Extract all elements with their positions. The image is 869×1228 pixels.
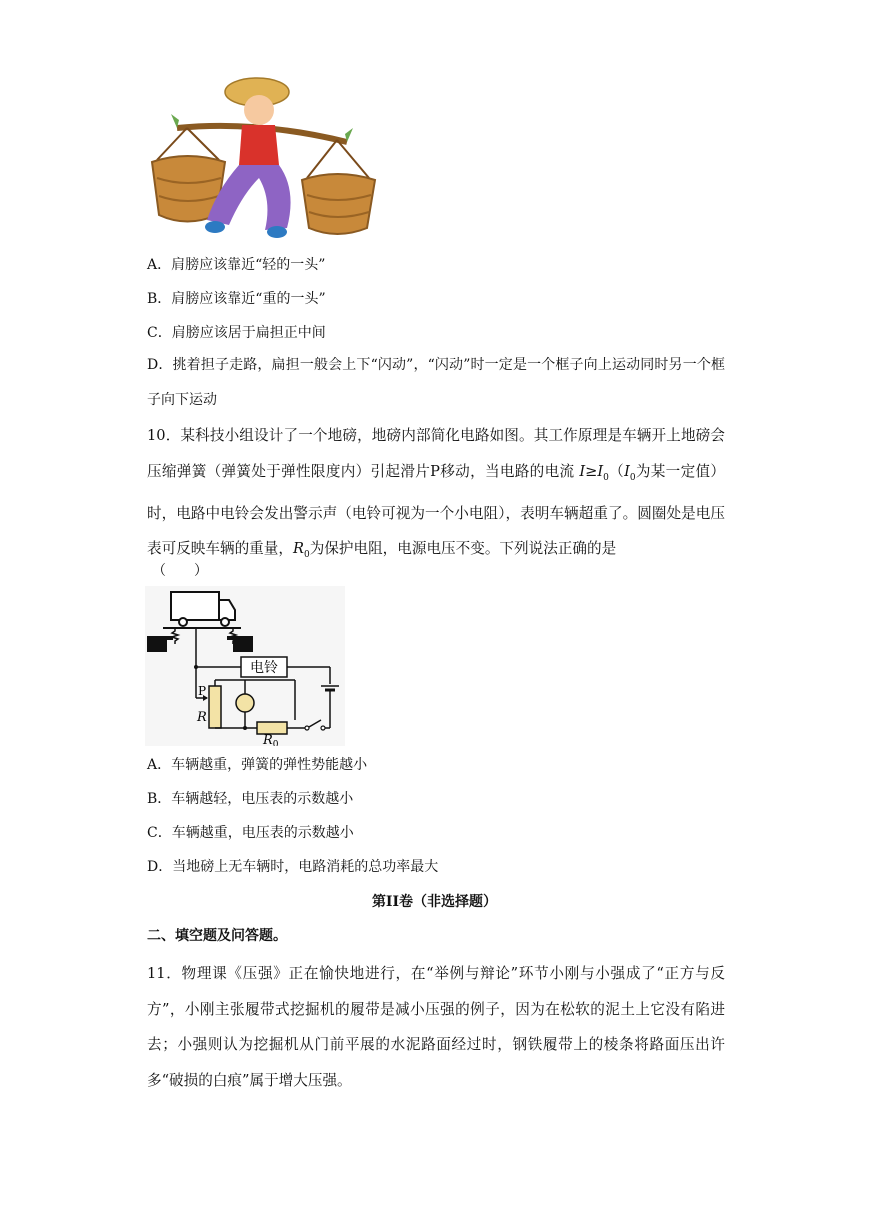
q10-option-c: C．车辆越重，电压表的示数越小 bbox=[147, 825, 354, 841]
q10-intro-b: 为某一定值）时，电路中电铃会发出警示声（电铃可视为一个小电阻），表明车辆超重了。圆圈处是电压表可反映车辆的重量， bbox=[147, 462, 725, 558]
q10-option-d: D．当地磅上无车辆时，电路消耗的总功率最大 bbox=[147, 859, 439, 875]
slider-p-label: P bbox=[198, 684, 207, 698]
weighbridge-circuit-diagram bbox=[145, 586, 345, 746]
voltmeter-icon bbox=[236, 694, 254, 712]
q10-paren: （ bbox=[608, 462, 625, 480]
r0-main: R bbox=[263, 733, 273, 746]
q10-answer-blank: （ ） bbox=[152, 563, 208, 579]
q10-i0b-subscript: 0 bbox=[629, 472, 636, 483]
q10-r0-subscript: 0 bbox=[303, 550, 310, 561]
r0-sub: 0 bbox=[272, 740, 279, 746]
q9-option-a: A．肩膀应该靠近“轻的一头” bbox=[147, 257, 326, 273]
q10-i0b-symbol: I bbox=[624, 462, 630, 480]
q9-option-d: D．挑着担子走路，扁担一般会上下“闪动”，“闪动”时一定是一个框子向上运动同时另一个框子向下运动 bbox=[147, 357, 725, 408]
q10-option-a: A．车辆越重，弹簧的弹性势能越小 bbox=[147, 757, 368, 773]
bell-label: 电铃 bbox=[250, 660, 278, 676]
q10-option-b: B．车辆越轻，电压表的示数越小 bbox=[147, 791, 354, 807]
variable-resistor-r bbox=[209, 686, 221, 728]
resistor-r-label: R bbox=[197, 710, 207, 725]
q10-ge-sign: ≥ bbox=[585, 462, 598, 480]
q9-option-b: B．肩膀应该靠近“重的一头” bbox=[147, 291, 326, 307]
q10-intro-a: 10．某科技小组设计了一个地磅，地磅内部简化电路如图。其工作原理是车辆开上地磅会压缩弹簧（弹簧处于弹性限度内）引起滑片P移动，当电路的电流 bbox=[147, 427, 725, 480]
q10-intro-c: 为保护电阻，电源电压不变。下列说法正确的是 bbox=[309, 540, 617, 558]
q10-stem bbox=[147, 418, 725, 574]
q11-text: 11．物理课《压强》正在愉快地进行，在“举例与辩论”环节小刚与小强成了“正方与反方”，小刚主张履带式挖掘机的履带是减小压强的例子，因为在松软的泥土上它没有陷进去；小强则认为挖掘机从门前平展的水泥路面经过时，钢铁履带上的棱条将路面压出许多“破损的白痕”属于增大压强。 bbox=[147, 965, 725, 1089]
q9-option-c: C．肩膀应该居于扁担正中间 bbox=[147, 325, 326, 341]
part-heading: 二、填空题及问答题。 bbox=[147, 928, 287, 944]
q10-current-symbol: I bbox=[579, 462, 586, 480]
q10-r0-symbol: R bbox=[292, 540, 304, 558]
q10-i0-symbol: I bbox=[597, 462, 604, 480]
q10-i0-subscript: 0 bbox=[603, 472, 609, 483]
section-title: 第II卷（非选择题） bbox=[371, 894, 498, 910]
shoulder-pole-illustration bbox=[147, 70, 387, 245]
